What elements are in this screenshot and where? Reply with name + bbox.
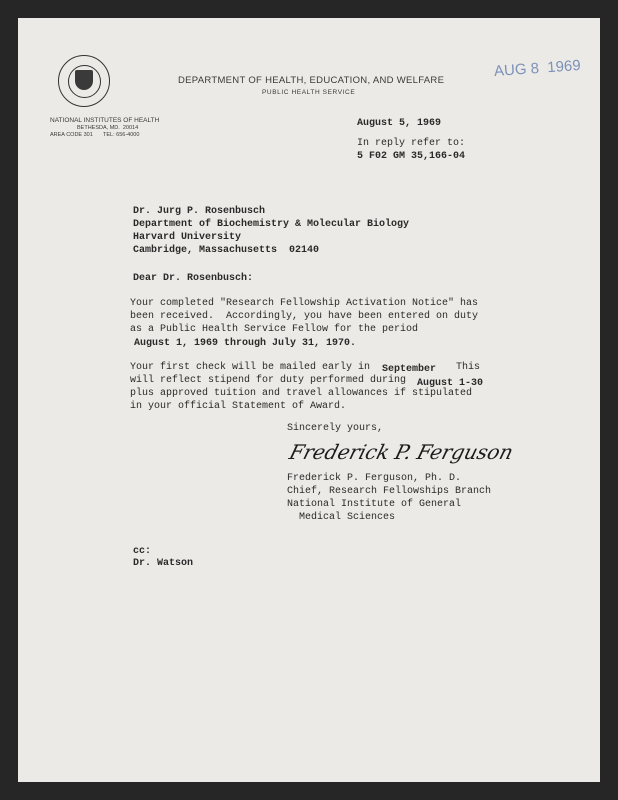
cc-label: cc: [133,546,152,557]
check-month: September [382,364,437,375]
department-heading: DEPARTMENT OF HEALTH, EDUCATION, AND WELFARE [178,75,445,86]
hew-seal-logo [58,55,110,107]
signer-line: Frederick P. Ferguson, Ph. D. [287,473,462,484]
text-line: Your completed "Research Fellowship Activation Notice" has [130,298,479,309]
address-line: Cambridge, Massachusetts 02140 [133,245,320,256]
para2-line2: will reflect stipend for duty performed during [130,375,407,386]
duty-period: August 1-30 [417,378,484,389]
institute-city: BETHESDA, MD. 20014 [77,125,139,131]
letter-date: August 5, 1969 [357,118,442,129]
signature: Frederick P. Ferguson [286,440,516,464]
address-line: Department of Biochemistry & Molecular Biology [133,219,410,230]
para2-line3: plus approved tuition and travel allowances if stipulated [130,388,473,399]
paragraph-1 [130,297,478,336]
text-line: as a Public Health Service Fellow for the period [130,324,419,335]
closing: Sincerely yours, [287,423,384,434]
address-line: Harvard University [133,232,242,243]
stamp-year: 1969 [546,56,582,77]
text-line: been received. Accordingly, you have been entered on duty [130,311,479,322]
signer-line: Chief, Research Fellowships Branch [287,486,492,497]
signer-line: National Institute of General [287,499,462,510]
address-line: Dr. Jurg P. Rosenbusch [133,206,266,217]
service-heading: PUBLIC HEALTH SERVICE [262,89,356,96]
para2-line4: in your official Statement of Award. [130,401,347,412]
para2-line1-end: This [456,362,481,373]
cc-name: Dr. Watson [133,558,194,569]
signer-block [287,472,491,524]
fellowship-period: August 1, 1969 through July 31, 1970. [134,338,357,349]
reply-label: In reply refer to: [357,138,466,149]
area-code: AREA CODE 301 [50,132,93,138]
salutation: Dear Dr. Rosenbusch: [133,273,254,284]
signer-line: Medical Sciences [287,512,396,523]
telephone: TEL: 656-4000 [103,132,140,138]
reply-reference: 5 F02 GM 35,166-04 [357,151,466,162]
para2-line1: Your first check will be mailed early in [130,362,371,373]
institute-name: NATIONAL INSTITUTES OF HEALTH [50,117,160,124]
recipient-address [133,205,409,257]
stamp-date: AUG 8 [493,59,540,81]
